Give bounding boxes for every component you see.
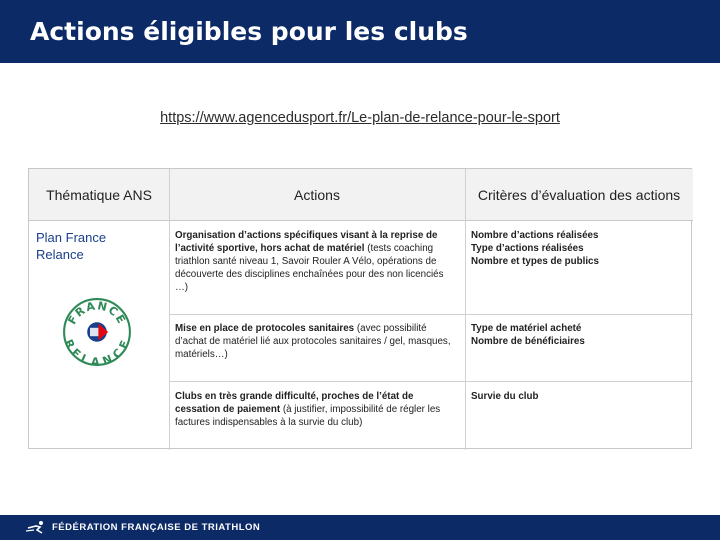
row-separator (169, 381, 693, 382)
column-divider (465, 169, 466, 450)
theme-label: Plan France Relance (36, 230, 107, 262)
column-divider (169, 169, 170, 450)
svg-text:FRANCE: FRANCE (65, 299, 129, 327)
header-actions: Actions (169, 169, 465, 220)
criteria-row-2: Type de matériel acheté Nombre de bénéficiaires (471, 323, 585, 347)
source-link[interactable]: https://www.agencedusport.fr/Le-plan-de-relance-pour-le-sport (160, 110, 560, 126)
action-row-3: Clubs en très grande difficulté, proches de l’état de cessation de paiement (à justifier, impossibilité de régler les factures indispensables à la survie du club) (175, 391, 441, 428)
federation-name: FÉDÉRATION FRANÇAISE DE TRIATHLON (52, 522, 261, 533)
criteria-row-1: Nombre d’actions réalisées Type d’actions réalisées Nombre et types de publics (471, 230, 599, 267)
footer-bar (0, 515, 720, 540)
header-separator (29, 220, 693, 221)
page-title: Actions éligibles pour les clubs (30, 17, 468, 46)
title-bar (0, 0, 720, 63)
france-relance-logo (62, 297, 132, 367)
row-separator (169, 314, 693, 315)
svg-text:RELANCE: RELANCE (62, 337, 132, 367)
triathlon-runner-icon (26, 520, 48, 534)
actions-table (28, 168, 692, 449)
header-criteria: Critères d’évaluation des actions (465, 169, 693, 220)
header-theme: Thématique ANS (29, 169, 169, 220)
action-row-2: Mise en place de protocoles sanitaires (avec possibilité d’achat de matériel lié aux protocoles sanitaires / gel, masques, matériels…) (175, 323, 451, 360)
action-row-1: Organisation d’actions spécifiques visant à la reprise de l’activité sportive, hors achat de matériel (tests coaching triathlon santé niveau 1, Savoir Rouler A Vélo, opérations de découverte des disciplines enchaînées pour des non licenciés …) (175, 230, 444, 293)
criteria-row-3: Survie du club (471, 391, 539, 402)
